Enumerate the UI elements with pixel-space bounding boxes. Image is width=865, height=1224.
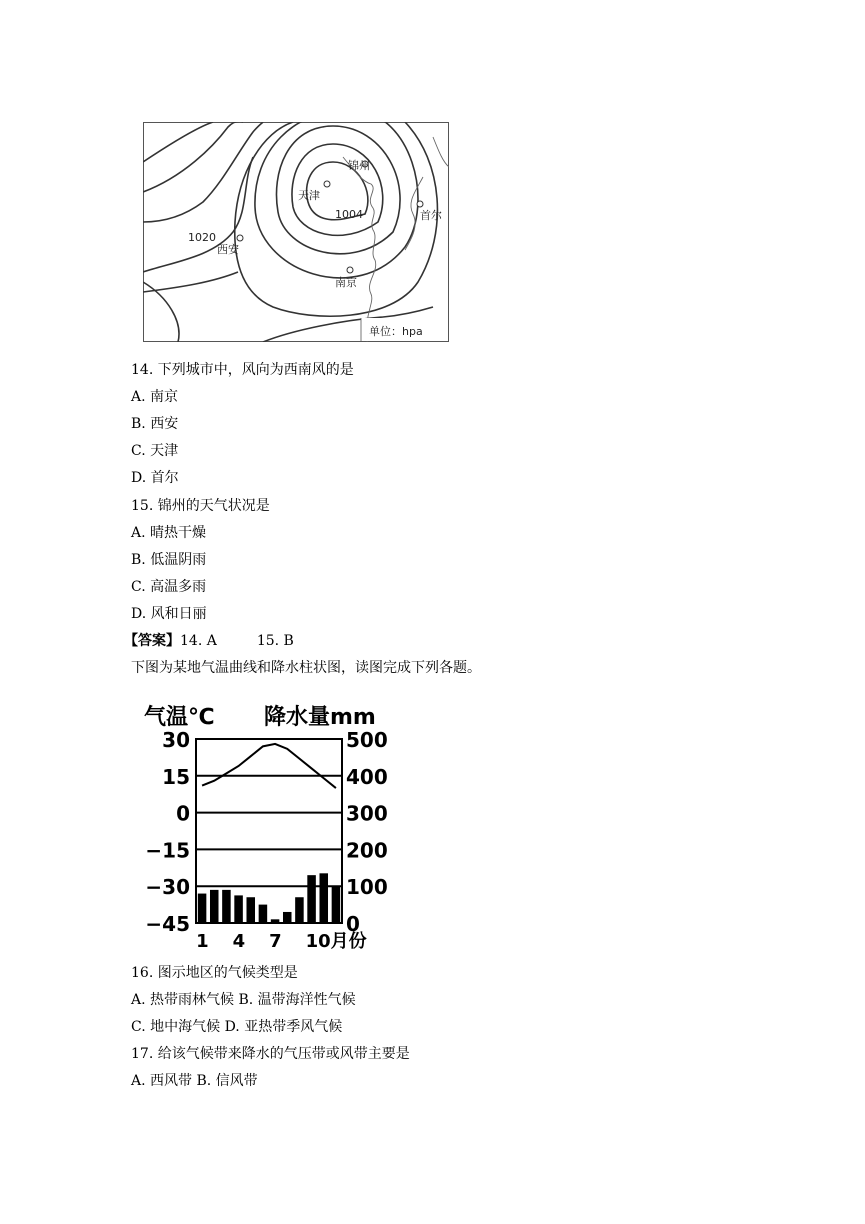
precip-bar bbox=[295, 897, 304, 923]
city-nanjing: 南京 bbox=[335, 276, 357, 289]
pressure-label-1020: 1020 bbox=[188, 231, 216, 244]
precip-bar bbox=[198, 894, 207, 923]
pressure-label-1004: 1004 bbox=[335, 208, 363, 221]
month-tick-label: 10月份 bbox=[305, 931, 367, 952]
temp-tick-label: 0 bbox=[176, 801, 190, 826]
precip-bar bbox=[271, 919, 280, 923]
answer-14: 14. A bbox=[180, 633, 217, 649]
q14-question: 14. 下列城市中，风向为西南风的是 bbox=[131, 362, 354, 378]
temperature-curve bbox=[202, 744, 336, 788]
map-unit-label: 单位：hpa bbox=[369, 325, 423, 338]
precip-bar bbox=[259, 905, 268, 923]
q17-question: 17. 给该气候带来降水的气压带或风带主要是 bbox=[131, 1046, 410, 1062]
month-tick-label: 1 bbox=[196, 931, 209, 952]
answer-line bbox=[124, 632, 294, 650]
temp-tick-label: −15 bbox=[145, 838, 190, 863]
q14-option-a: A. 南京 bbox=[131, 389, 179, 405]
chart-title-temp: 气温℃ bbox=[144, 705, 215, 730]
chart-intro: 下图为某地气温曲线和降水柱状图，读图完成下列各题。 bbox=[131, 660, 481, 676]
answer-15: 15. B bbox=[256, 633, 294, 649]
precip-bar bbox=[319, 873, 328, 923]
precip-tick-label: 200 bbox=[346, 838, 388, 863]
precip-bar bbox=[234, 895, 243, 923]
q15-option-b: B. 低温阴雨 bbox=[131, 552, 207, 568]
q16-question: 16. 图示地区的气候类型是 bbox=[131, 965, 298, 981]
chart-title-precip: 降水量mm bbox=[264, 705, 376, 730]
q15-question: 15. 锦州的天气状况是 bbox=[131, 498, 270, 514]
q16-options-line2: C. 地中海气候 D. 亚热带季风气候 bbox=[131, 1019, 343, 1035]
q15-option-c: C. 高温多雨 bbox=[131, 579, 207, 595]
city-xian: 西安 bbox=[217, 243, 239, 256]
q14-option-c: C. 天津 bbox=[131, 443, 179, 459]
precip-bar bbox=[307, 875, 316, 923]
precip-bar bbox=[222, 890, 231, 923]
q14-option-d: D. 首尔 bbox=[131, 470, 179, 486]
city-tianjin: 天津 bbox=[298, 189, 320, 202]
precip-bar bbox=[332, 886, 341, 923]
city-jinzhou: 锦州 bbox=[348, 159, 370, 172]
precip-tick-label: 500 bbox=[346, 728, 388, 752]
temp-tick-label: 15 bbox=[162, 764, 190, 789]
month-tick-label: 4 bbox=[232, 931, 246, 952]
precip-tick-label: 400 bbox=[346, 764, 388, 789]
climate-chart bbox=[140, 697, 395, 955]
isobar-map bbox=[143, 122, 449, 342]
temp-tick-label: 30 bbox=[162, 728, 190, 752]
temp-tick-label: −30 bbox=[145, 875, 190, 900]
precip-bar bbox=[210, 890, 219, 923]
q15-option-d: D. 风和日丽 bbox=[131, 606, 207, 622]
answer-prefix: 【答案】 bbox=[124, 633, 180, 649]
q17-options-line1: A. 西风带 B. 信风带 bbox=[131, 1073, 258, 1089]
city-seoul: 首尔 bbox=[420, 209, 442, 222]
precip-tick-label: 300 bbox=[346, 801, 388, 826]
q16-options-line1: A. 热带雨林气候 B. 温带海洋性气候 bbox=[131, 992, 356, 1008]
month-tick-label: 7 bbox=[269, 931, 282, 952]
temp-tick-label: −45 bbox=[145, 912, 190, 936]
precip-bar bbox=[283, 912, 292, 923]
q15-option-a: A. 晴热干燥 bbox=[131, 525, 207, 541]
precip-bar bbox=[246, 897, 255, 923]
q14-option-b: B. 西安 bbox=[131, 416, 179, 432]
precip-tick-label: 0 bbox=[346, 912, 360, 936]
precip-tick-label: 100 bbox=[346, 875, 388, 900]
